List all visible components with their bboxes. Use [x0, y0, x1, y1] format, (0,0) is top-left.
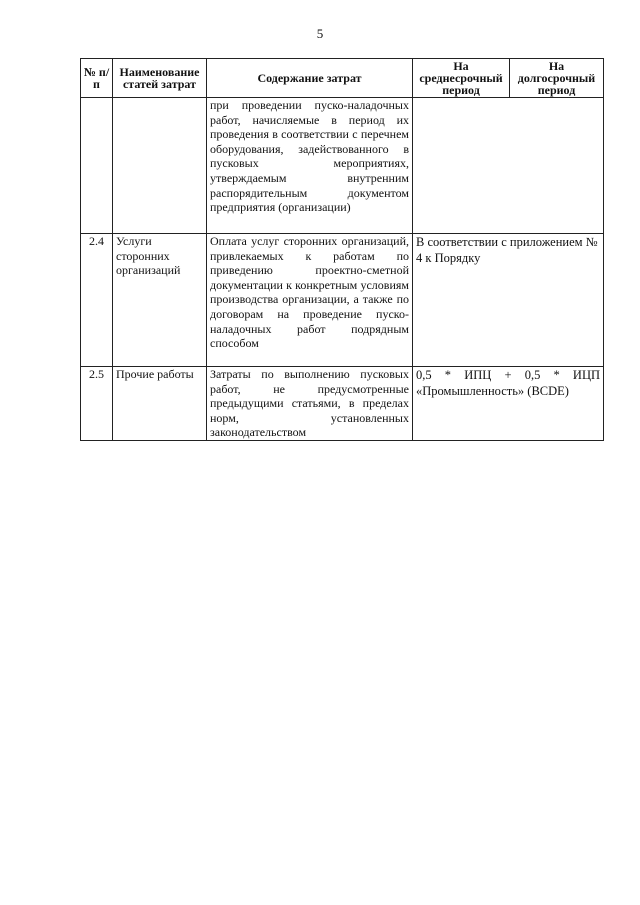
table-header-row: [81, 59, 604, 98]
row-period: [413, 98, 604, 234]
row-period: 0,5 * ИПЦ + 0,5 * ИЦП «Промышленность» (BCDE): [413, 367, 604, 441]
cost-items-table: [80, 58, 604, 441]
page-number: 5: [316, 26, 324, 41]
row-period: В соответствии с приложением № 4 к Порядку: [413, 234, 604, 367]
table-row: [81, 234, 604, 367]
row-content: Оплата услуг сторонних организаций, привлекаемых к работам по приведению проектно-сметной документации к конкретным условиям производства организации, а также по договорам на проведение пуско-наладочных работ подрядным способом: [207, 234, 413, 367]
row-num: 2.4: [81, 234, 113, 367]
table-row: [81, 98, 604, 234]
row-name: Прочие работы: [113, 367, 207, 441]
header-content: Содержание затрат: [207, 59, 413, 98]
row-name: [113, 98, 207, 234]
row-num: 2.5: [81, 367, 113, 441]
header-name: Наименование статей затрат: [113, 59, 207, 98]
header-long-term: На долгосрочный период: [510, 59, 604, 98]
header-num: № п/п: [81, 59, 113, 98]
header-mid-term: На среднесрочный период: [413, 59, 510, 98]
row-content: Затраты по выполнению пусковых работ, не предусмотренные предыдущими статьями, в пределах норм, установленных законодательством: [207, 367, 413, 441]
table-row: [81, 367, 604, 441]
row-content: при проведении пуско-наладочных работ, начисляемые в период их проведения в соответствии с перечнем оборудования, задействованного в пусковых мероприятиях, утверждаемым внутренним распорядительным документом предприятия (организации): [207, 98, 413, 234]
row-name: Услуги сторонних организаций: [113, 234, 207, 367]
row-num: [81, 98, 113, 234]
